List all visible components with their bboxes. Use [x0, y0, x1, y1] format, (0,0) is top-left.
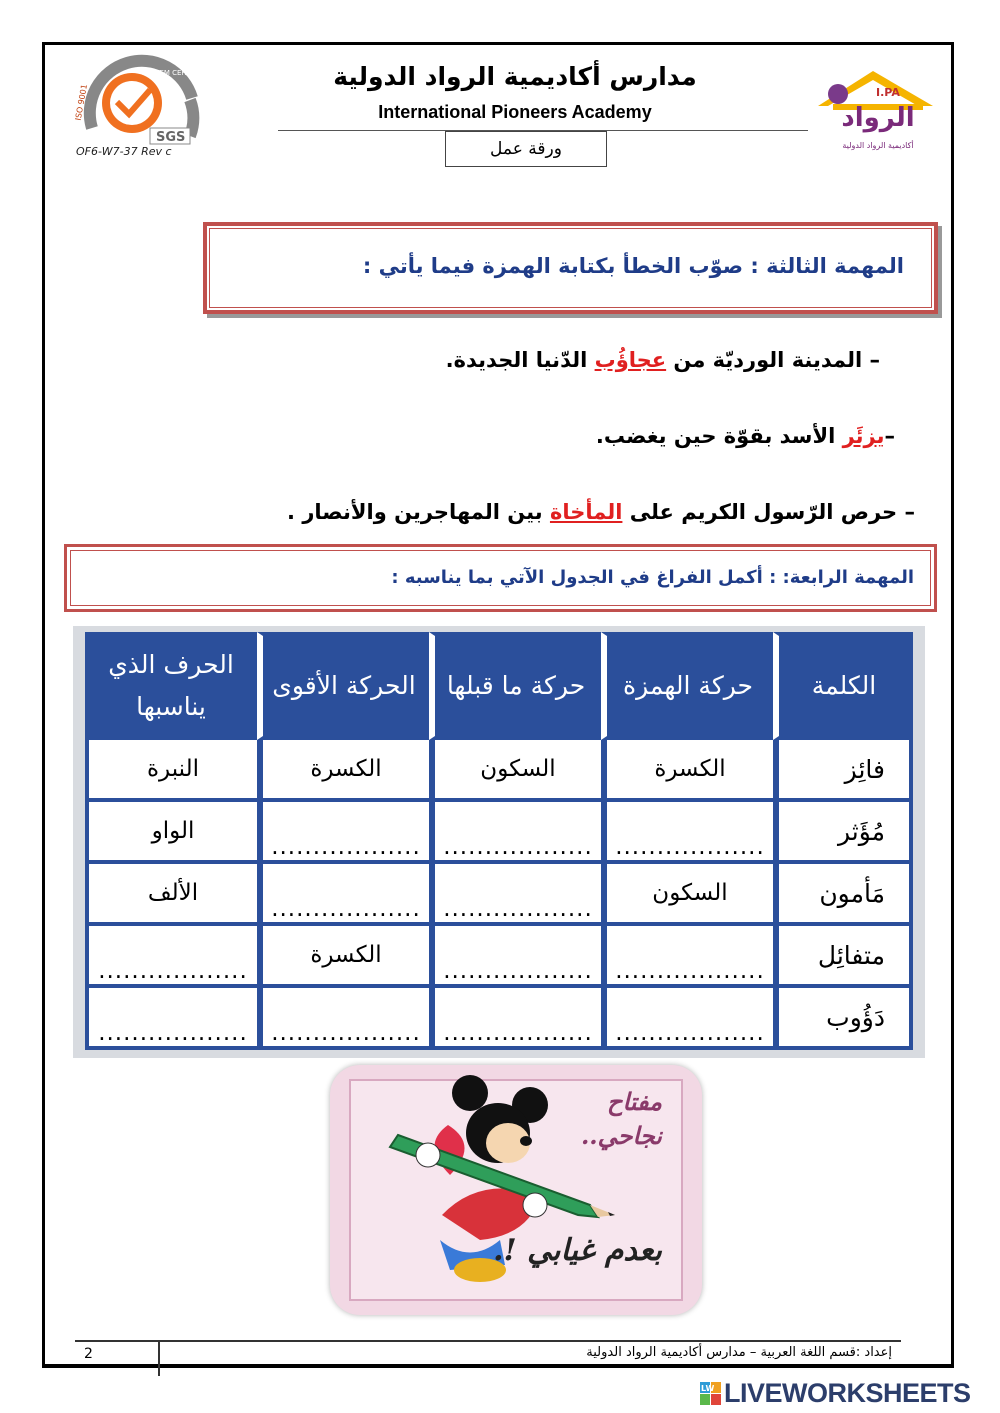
answer-blank[interactable]: .................. [601, 802, 773, 864]
cell-word: متفائِل [773, 926, 913, 988]
ipa-academy-logo [808, 66, 938, 158]
sentence-1-prefix: – المدينة الورديّة من [666, 348, 880, 372]
table-row [85, 988, 913, 1050]
sentence-1-error-word[interactable]: عجاؤُب [594, 348, 667, 372]
sentence-1 [446, 348, 880, 372]
answer-blank[interactable]: .................. [257, 864, 429, 926]
sentence-2-prefix: – [884, 424, 895, 448]
task4-title: المهمة الرابعة: : أكمل الفراغ في الجدول الآتي بما يناسبه : [391, 567, 914, 588]
cell-strongest-vowel: الكسرة [257, 740, 429, 802]
school-name-arabic: مدارس أكاديمية الرواد الدولية [333, 62, 697, 91]
sentence-1-suffix: الدّنيا الجديدة. [445, 348, 595, 372]
sentence-2 [596, 424, 895, 448]
motivational-picture [330, 1065, 702, 1315]
cell-word: فائِز [773, 740, 913, 802]
table-row [85, 740, 913, 802]
sentence-3-error-word[interactable]: المأخاة [549, 500, 623, 524]
header-matching-letter: الحرف الذي يناسبها [85, 632, 257, 740]
answer-blank[interactable]: .................. [429, 988, 601, 1050]
picture-line1: مفتاح [606, 1087, 662, 1116]
header-word: الكلمة [773, 632, 913, 740]
table-row [85, 864, 913, 926]
answer-blank[interactable]: .................. [257, 988, 429, 1050]
footer-prepared-by: إعداد :قسم اللغة العربية – مدارس أكاديمية الرواد الدولية [586, 1345, 892, 1360]
answer-blank[interactable]: .................. [257, 802, 429, 864]
sentence-2-error-word[interactable]: يزئَر [842, 424, 885, 448]
school-name-english: International Pioneers Academy [378, 102, 652, 122]
liveworksheets-logo-icon [700, 1382, 722, 1406]
cell-word: دَؤُوب [773, 988, 913, 1050]
ipa-logo-arabic: أكاديمية الرواد الدولية [842, 141, 914, 150]
sgs-ring-text: SYSTEM CERTIFICATION [142, 69, 225, 77]
answer-blank[interactable]: .................. [601, 926, 773, 988]
cell-hamza-vowel: السكون [601, 864, 773, 926]
liveworksheets-brand[interactable]: LIVEWORKSHEETS [724, 1378, 971, 1408]
sgs-label: SGS [156, 130, 186, 145]
liveworksheets-badge-letters: LW [701, 1384, 715, 1393]
task3-title: المهمة الثالثة : صوّب الخطأ بكتابة الهمزة فيما يأتي : [362, 254, 904, 278]
table-row [85, 926, 913, 988]
sentence-3-suffix: بين المهاجرين والأنصار . [287, 500, 550, 524]
sentence-3-prefix: – حرص الرّسول الكريم على [622, 500, 915, 524]
worksheet-label: ورقة عمل [445, 131, 607, 167]
task3-box [203, 222, 938, 314]
cell-preceding-vowel: السكون [429, 740, 601, 802]
table-background [73, 626, 925, 1058]
sgs-certification-logo [72, 58, 225, 158]
cell-strongest-vowel: الكسرة [257, 926, 429, 988]
task4-box [64, 544, 937, 612]
ipa-logo-big: الرواد [841, 103, 915, 133]
cell-hamza-vowel: الكسرة [601, 740, 773, 802]
document-code: OF6-W7-37 Rev c [76, 145, 172, 158]
header-strongest-vowel: الحركة الأقوى [257, 632, 429, 740]
hamza-table [85, 632, 913, 1050]
header-preceding-vowel: حركة ما قبلها [429, 632, 601, 740]
cell-word: مَأمون [773, 864, 913, 926]
sentence-2-suffix: الأسد بقوّة حين يغضب. [595, 424, 843, 448]
sentence-3 [287, 500, 915, 524]
answer-blank[interactable]: .................. [429, 802, 601, 864]
table-header-row [85, 632, 913, 740]
answer-blank[interactable]: .................. [429, 864, 601, 926]
picture-line3: بعدم غيابي !. [493, 1233, 662, 1268]
footer-divider [75, 1340, 901, 1342]
ipa-logo-text: I.PA [876, 86, 900, 99]
answer-blank[interactable]: .................. [601, 988, 773, 1050]
picture-line2: نجاحي.. [580, 1121, 662, 1150]
answer-blank[interactable]: .................. [85, 988, 257, 1050]
table-row [85, 802, 913, 864]
cell-matching-letter: الواو [85, 802, 257, 864]
cell-word: مُؤَثر [773, 802, 913, 864]
answer-blank[interactable]: .................. [85, 926, 257, 988]
page-number: 2 [84, 1346, 93, 1362]
cell-matching-letter: الألف [85, 864, 257, 926]
header-hamza-vowel: حركة الهمزة [601, 632, 773, 740]
footer-column-divider [158, 1340, 160, 1376]
answer-blank[interactable]: .................. [429, 926, 601, 988]
iso-label: ISO 9001 [73, 83, 89, 122]
cell-matching-letter: النبرة [85, 740, 257, 802]
